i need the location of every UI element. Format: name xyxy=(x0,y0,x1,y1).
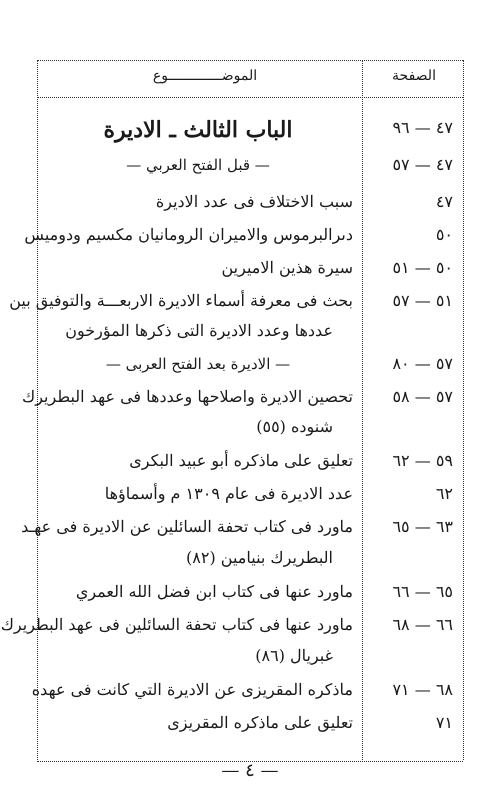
entry-text: ماورد عنها فى كتاب تحفة السائلين فى عهد البطريرك xyxy=(0,615,353,634)
entry-text: البطريرك بنيامين (٨٢) xyxy=(186,548,333,567)
entry-text: عدد الاديرة فى عام ١٣٠٩ م وأسماؤها xyxy=(104,484,353,503)
entry-text: ماذكره المقريزى عن الاديرة التي كانت فى عهده xyxy=(31,680,353,699)
list-item xyxy=(37,708,463,738)
list-item xyxy=(37,253,463,283)
page-range: ٥١ — ٥٧ xyxy=(392,291,453,310)
entry-text: غبريال (٨٦) xyxy=(255,646,333,665)
entry-text: سيرة هذين الاميرين xyxy=(221,258,353,277)
list-item xyxy=(37,113,463,143)
entry-text: ماورد عنها فى كتاب ابن فضل الله العمري xyxy=(75,582,353,601)
entry-text: عددها وعدد الاديرة التى ذكرها المؤرخون xyxy=(65,321,333,340)
list-item xyxy=(37,316,463,346)
list-item xyxy=(37,412,463,442)
page-range: ٥٠ xyxy=(435,225,453,244)
page-range: ٦٨ — ٧١ xyxy=(392,680,453,699)
list-item xyxy=(22,382,463,412)
entry-text: تعليق على ماذكره أبو عبيد البكرى xyxy=(129,451,353,470)
list-item xyxy=(24,220,463,250)
list-item xyxy=(37,543,463,573)
entry-text: ماورد فى كتاب تحفة السائلين عن الاديرة فى عهـد xyxy=(21,517,353,536)
list-item xyxy=(21,512,463,542)
subject-column-header: الموضـــــــــــــوع xyxy=(152,68,258,84)
page-range: ٤٧ — ٩٦ xyxy=(392,118,453,137)
list-item xyxy=(37,641,463,671)
entry-text: سبب الاختلاف فى عدد الاديرة xyxy=(155,192,353,211)
list-item xyxy=(37,577,463,607)
list-item xyxy=(37,446,463,476)
section-heading: — قبل الفتح العربي — xyxy=(126,156,270,174)
entry-text: شنوده (٥٥) xyxy=(256,417,333,436)
page-range: ٥٠ — ٥١ xyxy=(392,258,453,277)
list-item xyxy=(0,610,463,640)
entry-text: دىرالبرموس والاميران الرومانيان مكسيم ودوميس xyxy=(24,225,353,244)
list-item xyxy=(37,150,463,180)
page-number: — ٤ — xyxy=(221,760,279,781)
page-range: ٥٩ — ٦٢ xyxy=(392,451,453,470)
list-item xyxy=(37,349,463,379)
chapter-title: الباب الثالث ـ الاديرة xyxy=(103,117,293,143)
page-range: ٤٧ xyxy=(435,192,453,211)
list-item xyxy=(9,286,463,316)
right-border xyxy=(463,60,464,760)
page-range: ٥٧ — ٥٨ xyxy=(392,387,453,406)
page-range: ٧١ xyxy=(435,713,453,732)
list-item xyxy=(31,675,463,705)
page-range: ٦٥ — ٦٦ xyxy=(392,582,453,601)
page-range: ٤٧ — ٥٧ xyxy=(392,155,453,174)
page-range: ٦٢ xyxy=(435,484,453,503)
section-heading: — الاديرة بعد الفتح العربى — xyxy=(105,355,291,373)
page-range: ٦٣ — ٦٥ xyxy=(392,517,453,536)
page-column-header: الصفحة xyxy=(392,68,436,84)
list-item xyxy=(37,479,463,509)
header-divider xyxy=(37,97,463,98)
entry-text: تحصين الاديرة واصلاحها وعددها فى عهد البطريرك xyxy=(22,387,353,406)
page-range: ٥٧ — ٨٠ xyxy=(392,354,453,373)
entry-text: بحث فى معرفة أسماء الاديرة الاربعـــة والتوفيق بين xyxy=(9,291,353,310)
page-range: ٦٦ — ٦٨ xyxy=(392,615,453,634)
list-item xyxy=(37,187,463,217)
entry-text: تعليق على ماذكره المقريزى xyxy=(167,713,353,732)
